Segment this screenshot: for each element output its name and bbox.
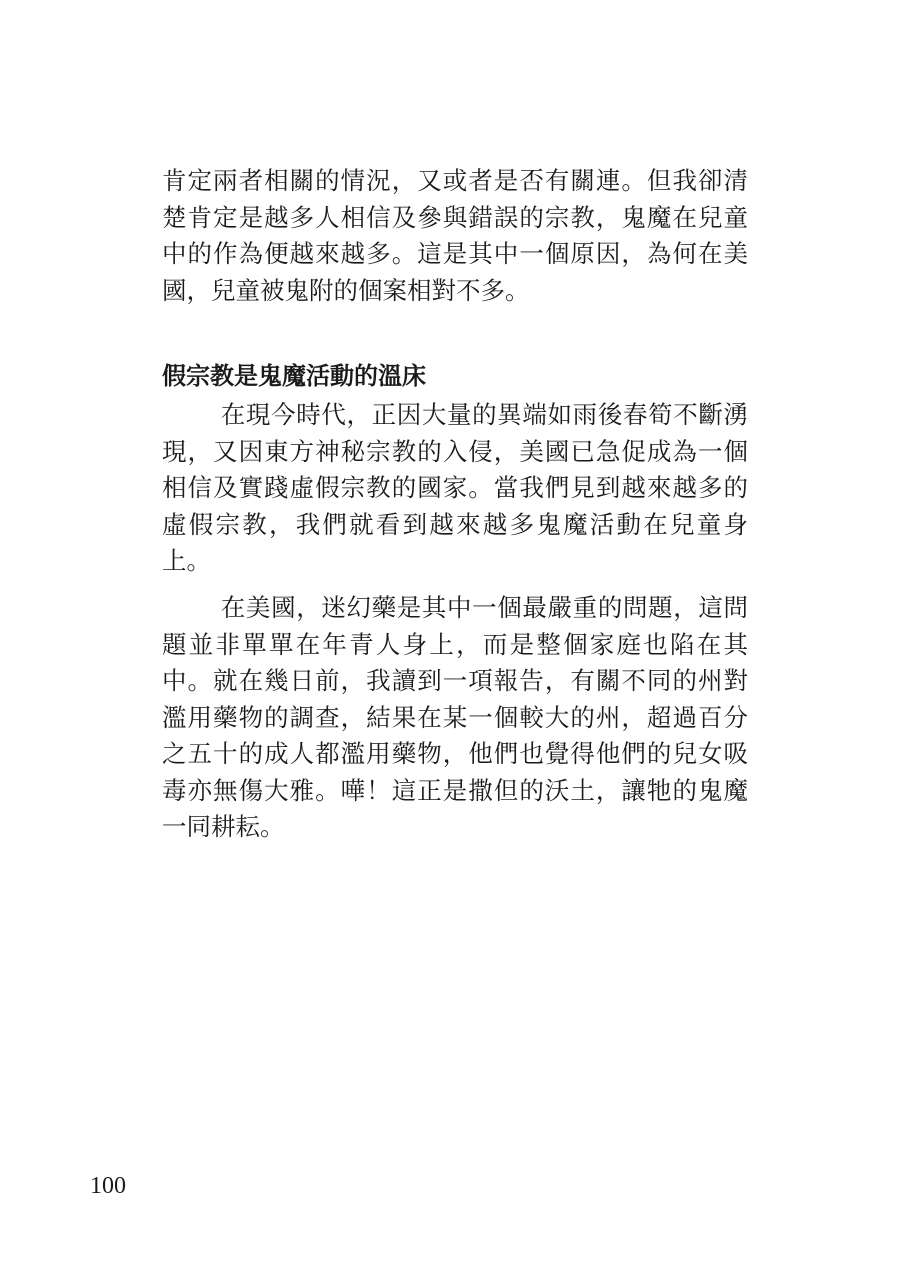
page-number: 100 [90, 1173, 126, 1199]
section-heading: 假宗教是鬼魔活動的溫床 [162, 362, 426, 390]
paragraph-false-religion: 在現今時代，正因大量的異端如雨後春筍不斷湧現，又因東方神秘宗教的入侵，美國已急促成為一個相信及實踐虛假宗教的國家。當我們見到越來越多的虛假宗教，我們就看到越來越多鬼魔活動在兒童身上。 [162, 400, 748, 575]
paragraph-drug-abuse: 在美國，迷幻藥是其中一個最嚴重的問題，這問題並非單單在年青人身上，而是整個家庭也陷在其中。就在幾日前，我讀到一項報告，有關不同的州對濫用藥物的調查，結果在某一個較大的州，超過百分之五十的成人都濫用藥物，他們也覺得他們的兒女吸毒亦無傷大雅。嘩！這正是撒但的沃土，讓牠的鬼魔一同耕耘。 [162, 593, 748, 841]
paragraph-continuation: 肯定兩者相關的情況，又或者是否有關連。但我卻清楚肯定是越多人相信及參與錯誤的宗教，鬼魔在兒童中的作為便越來越多。這是其中一個原因，為何在美國，兒童被鬼附的個案相對不多。 [162, 166, 748, 305]
